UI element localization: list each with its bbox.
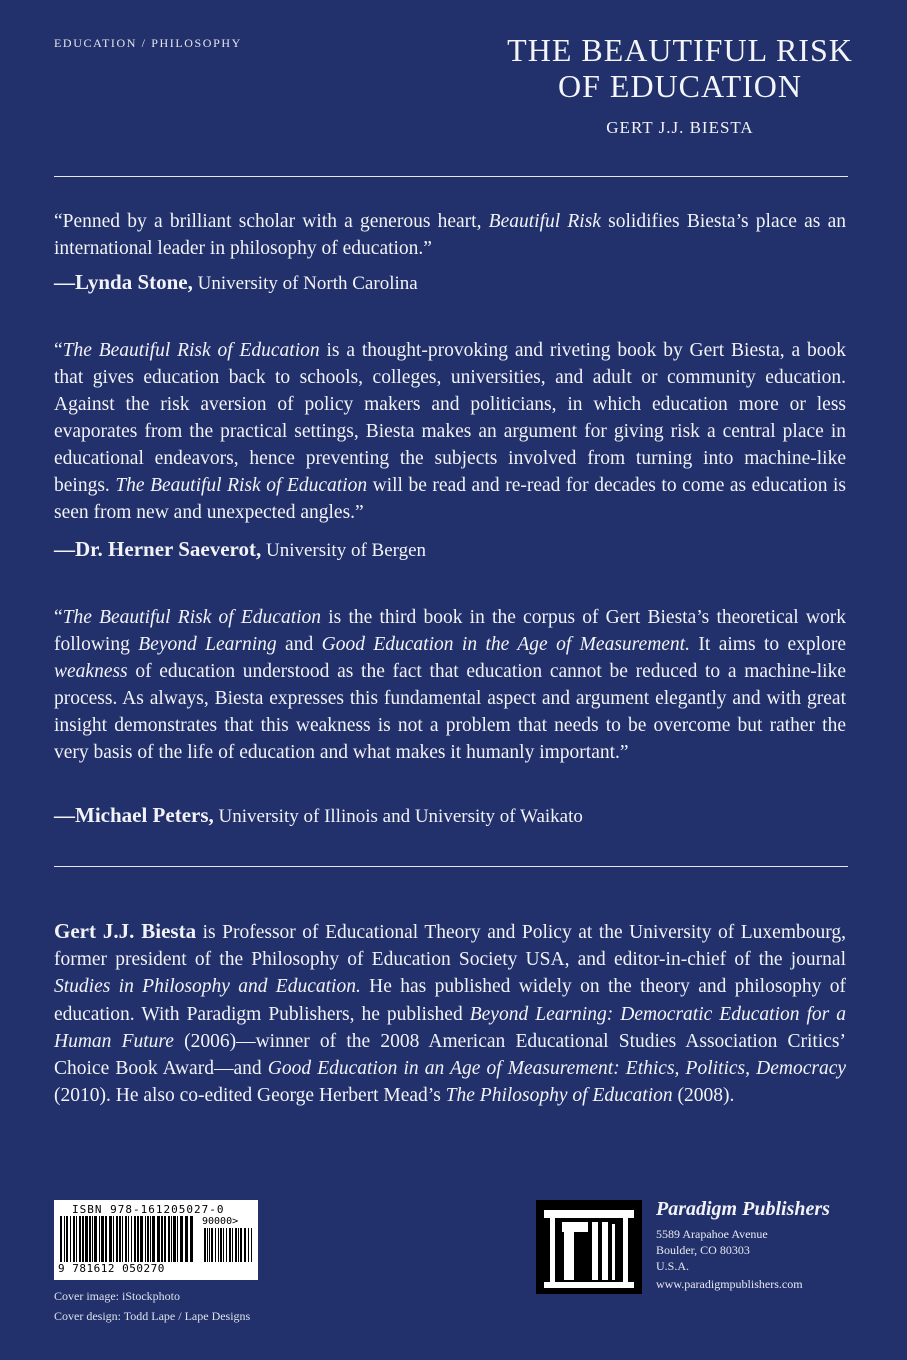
text-run: solidifies Biesta’s place as an international leader in philosophy of education.” xyxy=(54,211,846,259)
isbn-text: ISBN 978-161205027-0 xyxy=(72,1203,225,1216)
text-run: It aims to explore xyxy=(689,634,846,655)
logo-icon xyxy=(536,1200,642,1294)
bio-name: Gert J.J. Biesta xyxy=(54,919,197,943)
quote-3-attribution xyxy=(54,803,583,828)
text-run: is the third book in the corpus of Gert Biesta’s theoretical work following xyxy=(54,607,846,655)
author-name: GERT J.J. BIESTA xyxy=(606,118,754,137)
italic-text: weakness xyxy=(54,661,128,682)
italic-text: Beyond Learning: Democratic Education for a Human Future xyxy=(54,1003,846,1052)
cover-design-credit: Cover design: Todd Lape / Lape Designs xyxy=(54,1309,251,1323)
text-run: “ xyxy=(54,340,63,361)
italic-text: Good Education in an Age of Measurement: Ethics, Politics, Democracy xyxy=(267,1058,847,1080)
category-label: EDUCATION / PHILOSOPHY xyxy=(54,36,242,50)
italic-text: Studies in Philosophy and Education. xyxy=(54,976,361,998)
price-code: 90000> xyxy=(202,1216,239,1227)
italic-text: Good Education in the Age of Measurement. xyxy=(321,634,690,655)
publisher-country: U.S.A. xyxy=(656,1259,690,1273)
text-run: of education understood as the fact that education cannot be reduced to a machine-like process. As always, Biesta expresses this fundamental aspect and argument elegantly and with great insight demonstrates that this weakness is not a problem that needs to be overcome but rather the very basis of the life of education and what makes it humanly important.” xyxy=(54,661,846,763)
publisher-website: www.paradigmpublishers.com xyxy=(656,1277,803,1291)
publisher-address-1: 5589 Arapahoe Avenue xyxy=(656,1227,768,1241)
book-title xyxy=(470,32,890,104)
isbn-barcode xyxy=(54,1200,258,1280)
quote-author: —Lynda Stone, xyxy=(54,270,193,294)
italic-text: The Philosophy of Education xyxy=(445,1085,673,1107)
italic-text: The Beautiful Risk of Education xyxy=(62,607,322,628)
quote-2 xyxy=(54,337,846,526)
quote-affiliation: University of Bergen xyxy=(261,540,427,561)
quote-author: —Dr. Herner Saeverot, xyxy=(54,537,262,561)
barcode-bars xyxy=(54,1200,254,1262)
italic-text: The Beautiful Risk of Education xyxy=(115,475,368,496)
author-bio xyxy=(54,918,846,1109)
cover-image-credit: Cover image: iStockphoto xyxy=(54,1289,180,1303)
text-run: is Professor of Educational Theory and Policy at the University of Luxembourg, former president of the Philosophy of Education Society USA, and editor-in-chief of the journal xyxy=(54,922,847,971)
quote-author: —Michael Peters, xyxy=(54,803,214,827)
italic-text: The Beautiful Risk of Education xyxy=(62,340,320,361)
title-line-2: OF EDUCATION xyxy=(558,68,802,104)
barcode-number: 9 781612 050270 xyxy=(58,1262,165,1275)
divider-top xyxy=(54,176,848,177)
quote-affiliation: University of North Carolina xyxy=(192,273,418,294)
quote-text xyxy=(54,604,846,766)
text-run: “ xyxy=(54,607,63,628)
quote-2-attribution xyxy=(54,537,426,562)
text-run: is a thought-provoking and riveting book by Gert Biesta, a book that gives education back to schools, colleges, universities, and adult or community education. Against the risk aversion of policy makers and politicians, in which education more or less evaporates from the practical settings, Biesta makes an argument for giving risk a central place in educational endeavors, hence preventing the subjects involved from turning into machine-like beings. xyxy=(54,340,846,496)
quote-3 xyxy=(54,604,846,766)
text-run: He has published widely on the theory and philosophy of education. With Paradigm Publishers, he published xyxy=(54,976,846,1025)
quote-1-attribution xyxy=(54,270,418,295)
text-run: and xyxy=(276,634,322,655)
italic-text: Beautiful Risk xyxy=(488,211,601,232)
text-run: (2008). xyxy=(672,1085,735,1107)
bio-text xyxy=(54,922,846,1106)
divider-bottom xyxy=(54,866,848,867)
publisher-name: Paradigm Publishers xyxy=(656,1198,830,1220)
publisher-logo xyxy=(536,1200,642,1294)
italic-text: Beyond Learning xyxy=(138,634,277,655)
text-run: (2010). He also co-edited George Herbert Mead’s xyxy=(54,1085,446,1107)
title-line-1: THE BEAUTIFUL RISK xyxy=(507,32,853,68)
quote-affiliation: University of Illinois and University of Waikato xyxy=(213,806,583,827)
text-run: “Penned by a brilliant scholar with a generous heart, xyxy=(54,211,489,232)
publisher-address-2: Boulder, CO 80303 xyxy=(656,1243,750,1257)
text-run: (2006)—winner of the 2008 American Educational Studies Association Critics’ Choice Book Award—and xyxy=(54,1030,847,1080)
quote-1 xyxy=(54,208,846,262)
quote-text xyxy=(54,208,846,262)
quote-text xyxy=(54,337,846,526)
text-run: will be read and re-read for decades to come as education is seen from new and unexpected angles.” xyxy=(54,475,846,523)
